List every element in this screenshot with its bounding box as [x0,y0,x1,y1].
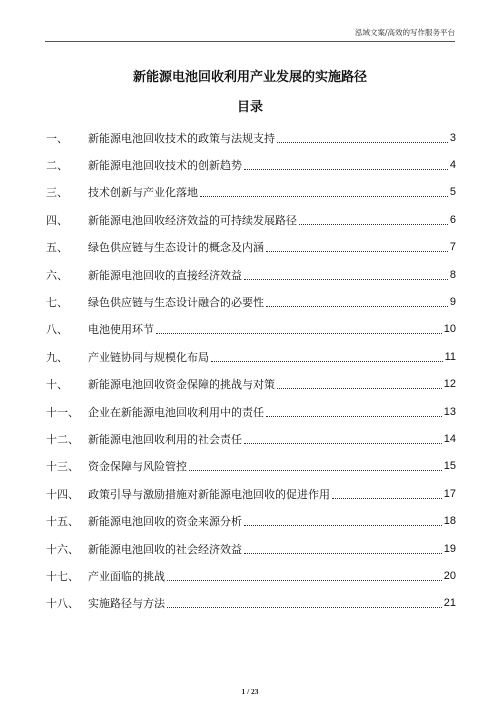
document-title: 新能源电池回收利用产业发展的实施路径 [132,70,367,85]
toc-dot-leader [244,434,442,444]
toc-entry-number: 六、 [46,268,68,282]
toc-entry-page: 9 [449,296,456,309]
toc-entry[interactable] [46,261,456,288]
toc-entry-title: 新能源电池回收资金保障的挑战与对策 [88,378,275,392]
toc-dot-leader [277,379,442,389]
toc-entry-number: 十二、 [46,432,79,446]
toc-entry-number: 一、 [46,131,68,145]
toc-entry[interactable] [46,371,456,398]
toc-dot-leader [299,215,448,225]
toc-entry[interactable] [46,288,456,315]
toc-entry[interactable] [46,535,456,562]
page-header: 泓域文案/高效的写作服务平台 [354,28,455,37]
toc-entry-number: 三、 [46,186,68,200]
toc-entry-title: 实施路径与方法 [88,597,165,611]
toc-entry-page: 7 [449,241,456,254]
table-of-contents [46,124,456,617]
toc-entry-page: 4 [449,159,456,172]
toc-entry-page: 15 [443,460,456,473]
toc-entry[interactable] [46,398,456,425]
toc-dot-leader [244,160,448,170]
page-number-footer: 1 / 23 [241,687,259,696]
toc-entry-number: 八、 [46,323,68,337]
toc-entry[interactable] [46,425,456,452]
toc-entry-title: 新能源电池回收技术的政策与法规支持 [88,131,275,145]
toc-entry-page: 14 [443,432,456,445]
toc-entry-title: 资金保障与风险管控 [88,460,187,474]
toc-dot-leader [211,352,443,362]
toc-entry[interactable] [46,480,456,507]
toc-entry-number: 二、 [46,159,68,173]
toc-entry-page: 19 [443,542,456,555]
toc-entry-title: 绿色供应链与生态设计的概念及内涵 [88,241,264,255]
toc-entry[interactable] [46,206,456,233]
toc-dot-leader [266,407,442,417]
toc-entry-title: 企业在新能源电池回收利用中的责任 [88,405,264,419]
toc-entry-page: 11 [444,350,456,363]
toc-entry-number: 七、 [46,296,68,310]
toc-entry-number: 十七、 [46,569,79,583]
toc-entry[interactable] [46,124,456,151]
toc-entry-page: 8 [449,268,456,281]
toc-entry-page: 13 [443,405,456,418]
toc-entry-page: 6 [449,213,456,226]
toc-entry-title: 绿色供应链与生态设计融合的必要性 [88,296,264,310]
toc-entry[interactable] [46,590,456,617]
toc-entry[interactable] [46,316,456,343]
toc-entry[interactable] [46,151,456,178]
toc-entry-number: 四、 [46,213,68,227]
toc-entry-page: 12 [443,378,456,391]
toc-heading: 目录 [236,100,263,115]
toc-dot-leader [332,489,442,499]
toc-entry-page: 3 [449,131,456,144]
toc-entry-number: 九、 [46,350,68,364]
toc-entry-title: 技术创新与产业化落地 [88,186,198,200]
toc-entry-title: 电池使用环节 [88,323,154,337]
toc-dot-leader [266,297,448,307]
toc-dot-leader [277,133,448,143]
toc-entry-page: 5 [449,186,456,199]
toc-entry-title: 产业面临的挑战 [88,569,165,583]
toc-dot-leader [244,516,442,526]
toc-dot-leader [200,187,448,197]
toc-entry-number: 十四、 [46,487,79,501]
toc-entry-title: 政策引导与激励措施对新能源电池回收的促进作用 [88,487,330,501]
toc-entry-title: 产业链协同与规模化布局 [88,350,209,364]
toc-entry-number: 五、 [46,241,68,255]
toc-dot-leader [244,544,442,554]
toc-entry[interactable] [46,453,456,480]
toc-dot-leader [266,242,448,252]
toc-entry[interactable] [46,562,456,589]
toc-entry-title: 新能源电池回收利用的社会责任 [88,432,242,446]
toc-entry-title: 新能源电池回收的社会经济效益 [88,542,242,556]
toc-entry-number: 十、 [46,378,68,392]
toc-dot-leader [189,461,442,471]
toc-entry[interactable] [46,343,456,370]
toc-entry-title: 新能源电池回收技术的创新趋势 [88,159,242,173]
toc-dot-leader [244,270,448,280]
toc-entry-page: 20 [443,569,456,582]
toc-entry-page: 17 [443,487,456,500]
toc-entry-title: 新能源电池回收的资金来源分析 [88,515,242,529]
toc-entry-title: 新能源电池回收经济效益的可持续发展路径 [88,213,297,227]
toc-dot-leader [167,571,442,581]
header-rule [45,41,455,42]
toc-entry-page: 10 [443,323,456,336]
toc-entry-number: 十三、 [46,460,79,474]
toc-entry[interactable] [46,234,456,261]
toc-entry-number: 十五、 [46,515,79,529]
toc-entry[interactable] [46,179,456,206]
toc-entry-number: 十六、 [46,542,79,556]
toc-entry[interactable] [46,507,456,534]
toc-entry-number: 十一、 [46,405,79,419]
toc-dot-leader [156,324,442,334]
toc-dot-leader [167,598,442,608]
toc-entry-number: 十八、 [46,597,79,611]
toc-entry-title: 新能源电池回收的直接经济效益 [88,268,242,282]
toc-entry-page: 18 [443,515,456,528]
toc-entry-page: 21 [443,597,456,610]
